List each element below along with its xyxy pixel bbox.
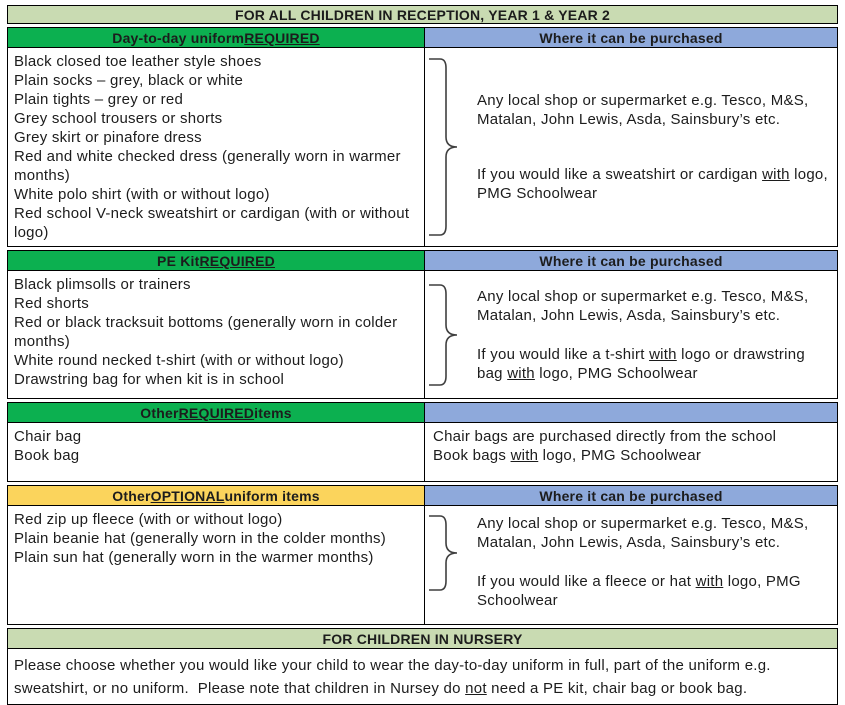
item-line: Red or black tracksuit bottoms (generally worn in colder months) [14,314,398,350]
section-header-row [8,486,837,506]
section-day-to-day-uniform [7,27,838,247]
item-line: Plain sun hat (generally worn in the warmer months) [14,549,374,566]
pe-kit-items-list [8,271,425,398]
purchase-info-cell [425,48,837,246]
item-line: Grey skirt or pinafore dress [14,129,202,146]
section-header-row [8,28,837,48]
item-line: White polo shirt (with or without logo) [14,186,270,203]
document-title: FOR ALL CHILDREN IN RECEPTION, YEAR 1 & YEAR 2 [234,6,611,23]
section-title-other-required: Other REQUIRED items [8,403,425,423]
item-line: Red and white checked dress (generally worn in warmer months) [14,148,401,184]
nursery-text: Please choose whether you would like your child to wear the day-to-day uniform in full, part of the uniform e.g. sweatshirt, or no uniform. Please note that children in Nursey do not need a PE kit, chair bag or book bag. [14,657,776,697]
purchase-paragraph: Any local shop or supermarket e.g. Tesco, M&S, Matalan, John Lewis, Asda, Sainsbury’s etc. [477,515,809,551]
section-pe-kit [7,250,838,399]
purchase-paragraph: Any local shop or supermarket e.g. Tesco, M&S, Matalan, John Lewis, Asda, Sainsbury’s etc. [477,92,809,128]
purchase-header: Where it can be purchased [425,486,837,506]
section-content-row [8,271,837,398]
purchase-text [477,514,829,610]
item-line: Drawstring bag for when kit is in school [14,371,285,388]
purchase-header: Where it can be purchased [425,251,837,271]
item-line: Black closed toe leather style shoes [14,53,262,70]
purchase-info-cell [425,506,837,624]
item-line: Plain socks – grey, black or white [14,72,244,89]
other-required-items-list [8,423,425,481]
uniform-items-list [8,48,425,246]
purchase-text [477,91,829,203]
purchase-paragraph: If you would like a sweatshirt or cardigan with logo, PMG Schoolwear [477,166,828,202]
section-title-other-optional: Other OPTIONAL uniform items [8,486,425,506]
section-other-optional [7,485,838,625]
section-content-row [8,48,837,246]
brace-icon [429,514,459,592]
section-other-required [7,402,838,482]
purchase-paragraph: If you would like a fleece or hat with logo, PMG Schoolwear [477,573,801,609]
section-title-day-to-day: Day-to-day uniform REQUIRED [8,28,425,48]
purchase-text [433,427,829,465]
section-content-row [8,423,837,481]
section-header-row [8,403,837,423]
purchase-paragraph: Any local shop or supermarket e.g. Tesco, M&S, Matalan, John Lewis, Asda, Sainsbury’s etc. [477,287,809,324]
document-title-bar [7,5,838,24]
brace-icon [429,283,459,387]
item-line: Book bag [14,447,80,464]
section-content-row [8,506,837,624]
item-line: Plain beanie hat (generally worn in the colder months) [14,530,387,547]
item-line: Black plimsolls or trainers [14,276,191,293]
section-nursery [7,628,838,705]
item-line: Red shorts [14,295,90,312]
purchase-info-cell [425,423,837,481]
brace-icon [429,57,459,237]
item-line: White round necked t-shirt (with or without logo) [14,352,344,369]
item-line: Red school V-neck sweatshirt or cardigan (with or without logo) [14,205,410,241]
purchase-text [477,287,829,383]
optional-items-list [8,506,425,624]
purchase-header: Where it can be purchased [425,28,837,48]
nursery-header: FOR CHILDREN IN NURSERY [322,630,523,647]
purchase-info-cell [425,271,837,398]
purchase-header-empty [425,403,837,423]
section-title-pe-kit: PE Kit REQUIRED [8,251,425,271]
item-line: Plain tights – grey or red [14,91,184,108]
nursery-header-bar [8,629,837,649]
item-line: Grey school trousers or shorts [14,110,223,127]
purchase-paragraph: Chair bags are purchased directly from the school [433,428,777,445]
item-line: Chair bag [14,428,82,445]
purchase-paragraph: Book bags with logo, PMG Schoolwear [433,447,702,464]
purchase-paragraph: If you would like a t-shirt with logo or drawstring bag with logo, PMG Schoolwear [477,345,805,382]
item-line: Red zip up fleece (with or without logo) [14,511,283,528]
section-header-row [8,251,837,271]
